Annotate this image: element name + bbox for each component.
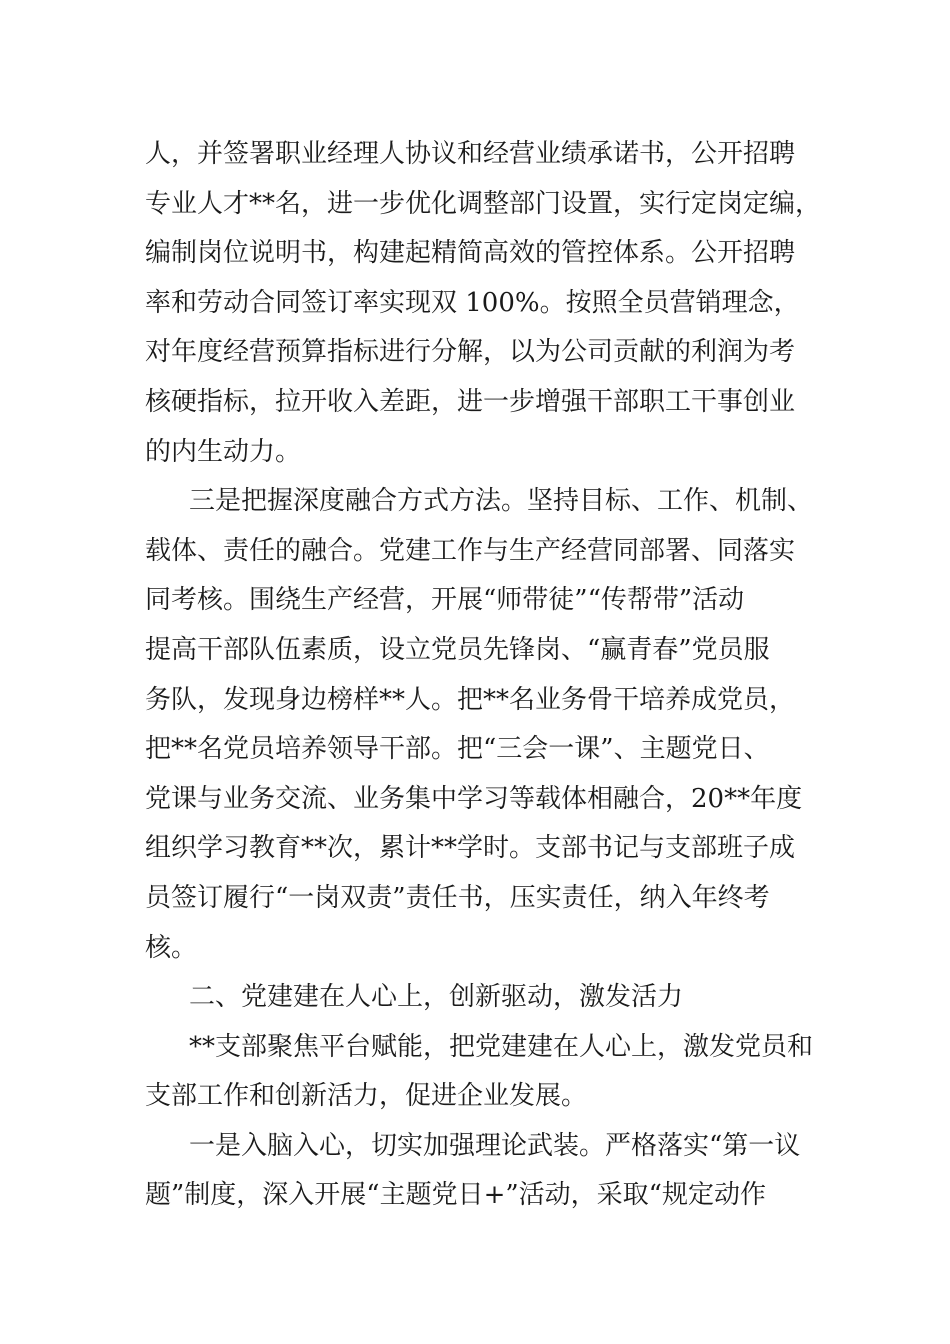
text-line: 核硬指标，拉开收入差距，进一步增强干部职工干事创业 (145, 386, 796, 417)
text-line: 把**名党员培养领导干部。把“三会一课”、主题党日、 (145, 734, 770, 765)
document-body (145, 130, 822, 1221)
text-line: 人，并签署职业经理人协议和经营业绩承诺书，公开招聘 (145, 139, 796, 169)
text-line: 员签订履行“一岗双责”责任书，压实责任，纳入年终考 (145, 882, 770, 913)
text-line: 的内生动力。 (145, 436, 302, 467)
paragraph-first-line: 三是把握深度融合方式方法。坚持目标、工作、机制、 (189, 486, 814, 517)
text-line: 核。 (145, 932, 198, 963)
text-line: 务队，发现身边榜样**人。把**名业务骨干培养成党员， (145, 684, 796, 715)
text-line: 组织学习教育**次，累计**学时。支部书记与支部班子成 (145, 833, 796, 864)
text-line: 专业人才**名，进一步优化调整部门设置，实行定岗定编， (145, 188, 822, 219)
text-line: 提高干部队伍素质，设立党员先锋岗、“赢青春”党员服 (145, 634, 770, 665)
text-line: 编制岗位说明书，构建起精简高效的管控体系。公开招聘 (145, 238, 796, 269)
text-line: 对年度经营预算指标进行分解，以为公司贡献的利润为考 (145, 337, 796, 368)
text-line: 支部工作和创新活力，促进企业发展。 (145, 1081, 588, 1112)
text-line: 党课与业务交流、业务集中学习等载体相融合，20**年度 (145, 783, 803, 814)
text-line: 同考核。围绕生产经营，开展“师带徒”“传帮带”活动 (145, 585, 745, 616)
text-line: 率和劳动合同签订率实现双 100%。按照全员营销理念， (145, 287, 800, 318)
paragraph-first-line: **支部聚焦平台赋能，把党建建在人心上，激发党员和 (189, 1031, 814, 1062)
text-line: 题”制度，深入开展“主题党日+”活动，采取“规定动作 (145, 1180, 766, 1211)
text-line: 载体、责任的融合。党建工作与生产经营同部署、同落实 (145, 535, 796, 566)
section-heading: 二、党建建在人心上，创新驱动，激发活力 (189, 982, 684, 1013)
paragraph-first-line: 一是入脑入心，切实加强理论武装。严格落实“第一议 (189, 1130, 801, 1161)
